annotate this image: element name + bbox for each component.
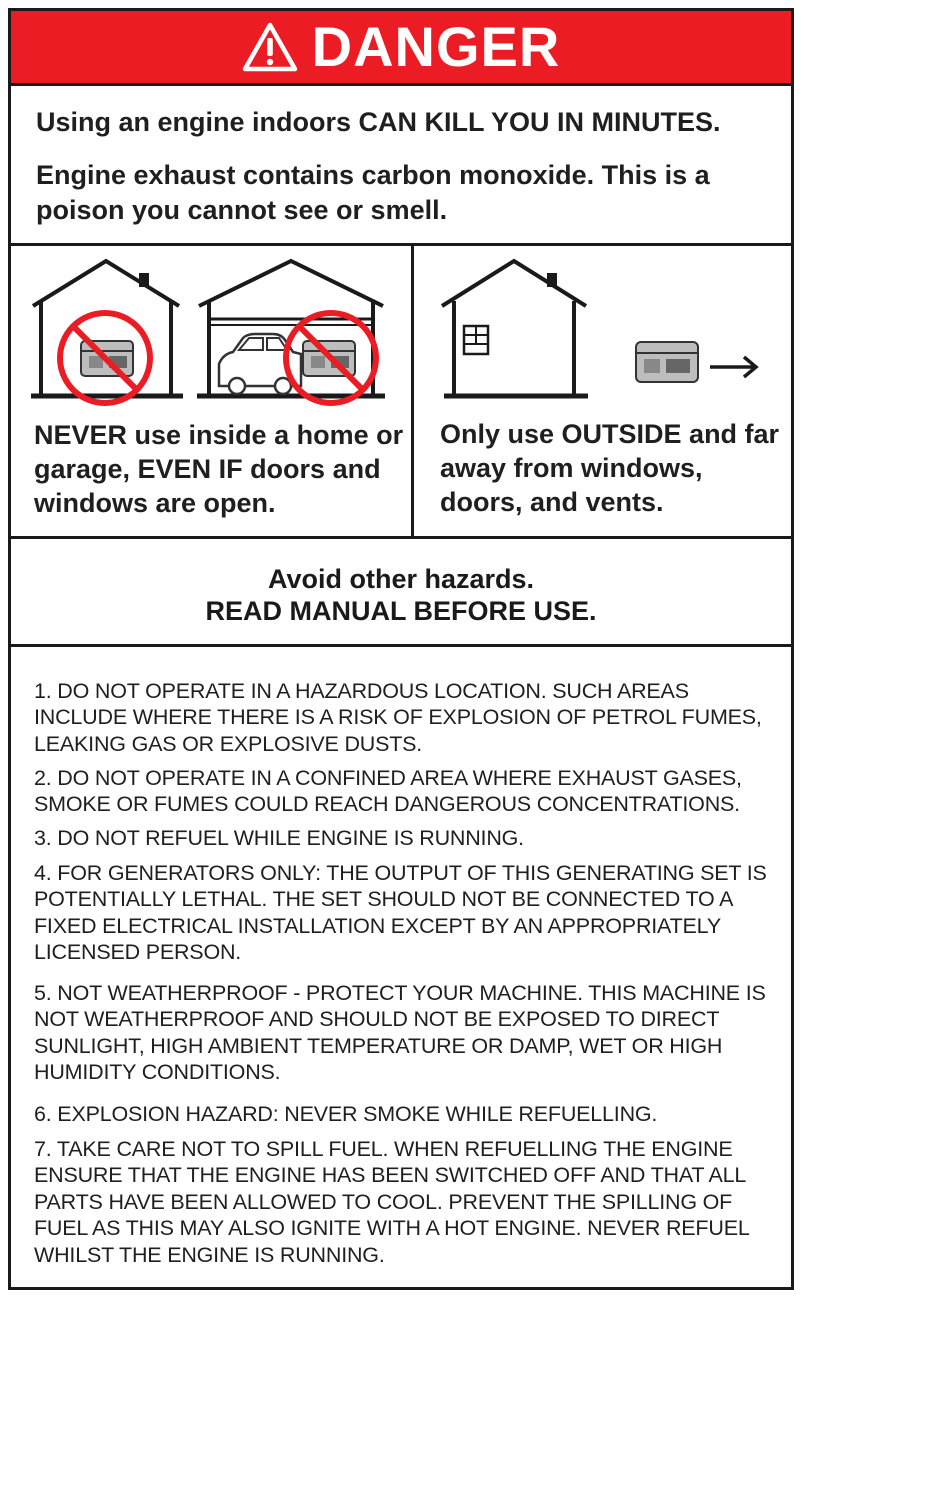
window-icon <box>464 326 488 354</box>
avoid-hazards-section <box>11 540 791 644</box>
danger-label <box>8 8 794 1290</box>
safety-rule-5: 5. NOT WEATHERPROOF - PROTECT YOUR MACHINE. THIS MACHINE IS NOT WEATHERPROOF AND SHOULD NOT BE EXPOSED TO DIRECT SUNLIGHT, HIGH AMBIENT TEMPERATURE OR DAMP, WET OR HIGH HUMIDITY CONDITIONS. <box>34 981 766 1085</box>
use-outside-text: Only use OUTSIDE and far away from windows, doors, and vents. <box>440 419 780 517</box>
intro-line-1: Using an engine indoors CAN KILL YOU IN MINUTES. <box>36 107 721 137</box>
prohibition-icon <box>60 313 150 403</box>
safety-rule-6: 6. EXPLOSION HAZARD: NEVER SMOKE WHILE REFUELLING. <box>34 1102 658 1126</box>
divider <box>11 644 791 647</box>
safety-rule-1: 1. DO NOT OPERATE IN A HAZARDOUS LOCATION. SUCH AREAS INCLUDE WHERE THERE IS A RISK OF EXPLOSION OF PETROL FUMES, LEAKING GAS OR EXPLOSIVE DUSTS. <box>34 679 762 756</box>
divider <box>11 536 791 539</box>
intro-section <box>11 83 791 243</box>
warning-triangle-icon <box>242 22 298 72</box>
generator-icon <box>636 342 698 382</box>
safety-rule-7: 7. TAKE CARE NOT TO SPILL FUEL. WHEN REFUELLING THE ENGINE ENSURE THAT THE ENGINE HAS BEEN SWITCHED OFF AND THAT ALL PARTS HAVE BEEN ALLOWED TO COOL. PREVENT THE SPILLING OF FUEL AS THIS MAY ALSO IGNITE WITH A HOT ENGINE. NEVER REFUEL WHILST THE ENGINE IS RUNNING. <box>34 1137 749 1267</box>
avoid-hazards-text: Avoid other hazards. <box>267 564 535 594</box>
never-indoors-text: NEVER use inside a home or garage, EVEN IF doors and windows are open. <box>34 420 404 518</box>
intro-line-2: Engine exhaust contains carbon monoxide. This is a poison you cannot see or smell. <box>36 160 710 225</box>
safety-rule-4: 4. FOR GENERATORS ONLY: THE OUTPUT OF THIS GENERATING SET IS POTENTIALLY LETHAL. THE SET SHOULD NOT BE CONNECTED TO A FIXED ELECTRICAL INSTALLATION EXCEPT BY AN APPROPRIATELY LICENSED PERSON. <box>34 861 767 965</box>
safety-rule-2: 2. DO NOT OPERATE IN A CONFINED AREA WHERE EXHAUST GASES, SMOKE OR FUMES COULD REACH DANGEROUS CONCENTRATIONS. <box>34 766 742 817</box>
danger-header <box>11 11 791 83</box>
arrow-right-icon <box>710 357 756 377</box>
panel-use-outside <box>414 246 791 536</box>
safety-rule-3: 3. DO NOT REFUEL WHILE ENGINE IS RUNNING. <box>34 826 524 850</box>
danger-title: DANGER <box>311 15 561 78</box>
panel-never-indoors <box>11 246 411 536</box>
indoor-prohibition-illustration <box>11 246 411 416</box>
outdoor-use-illustration <box>414 246 791 416</box>
read-manual-text: READ MANUAL BEFORE USE. <box>205 596 597 626</box>
